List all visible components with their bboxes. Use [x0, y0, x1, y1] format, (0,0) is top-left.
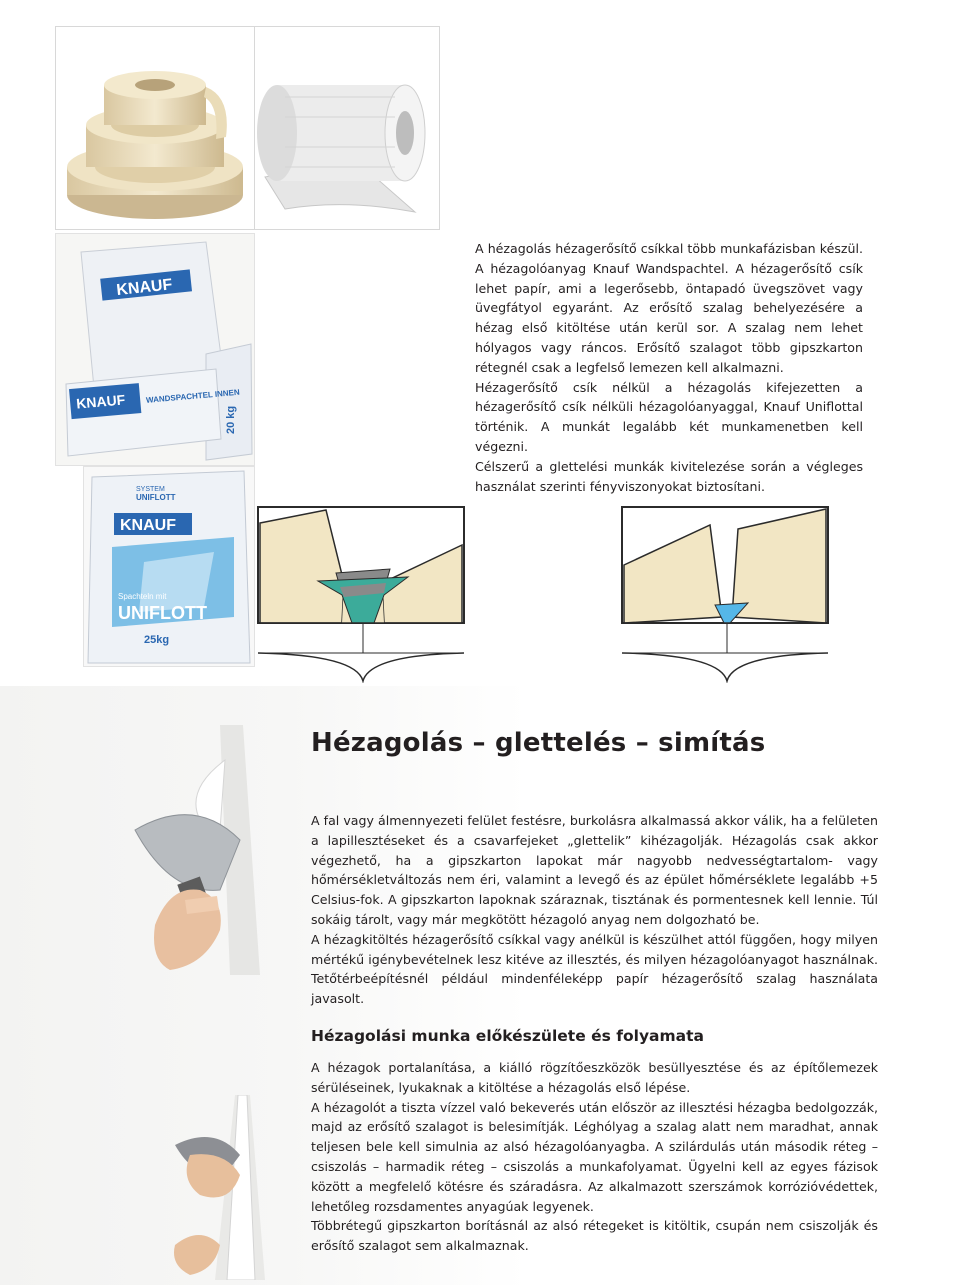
section1-paragraph-1: A fal vagy álmennyezeti felület festésre, burkolásra alkalmassá akkor válik, ha a felületen a lapillesztéseket és a csavarfejeket „glettelik” kihézagolják. Hézagolás csak akkor végezhető, ha a gipszkarton lapokat már nagyobb nedvességtartalom- vagy hőmérsékletváltozás nem éri, valamint a levegő és az épület hőmérséklete legalább +5 Celsius-fok. A gipszkarton lapoknak száraznak, tisztának és pormentesnek kell lennie. Túl sokáig tárolt, vagy már megkötött hézagoló anyag nem dolgozható be. [311, 813, 878, 927]
uniflott-small-label: UNIFLOTT [136, 493, 176, 502]
uniflott-bag-photo [83, 466, 255, 667]
fiberglass-tape-photo [254, 26, 440, 230]
uniflott-weight-label: 25kg [144, 634, 170, 646]
intro-paragraph-1: A hézagolás hézagerősítő csíkkal több munkafázisban készül. A hézagolóanyag Knauf Wandspachtel. A hézagerősítő csík lehet papír, ami a legerősebb, öntapadó üvegszövet vagy üvegfátyol egyaránt. Az erősítő szalag behelyezésére a hézag első kitöltése után kerül sor. A szalag nem lehet hólyagos vagy ráncos. Erősítő szalagot több gipszkarton rétegnél csak a legfelső lemezen kell alkalmazni. [475, 241, 863, 375]
paper-tape-rolls-image [56, 27, 254, 229]
uniflott-product-label: UNIFLOTT [118, 603, 207, 623]
bag-brand-label: KNAUF [115, 276, 174, 300]
bag-weight-label: 20 kg [225, 405, 237, 434]
wandspachtel-bag-photo [55, 233, 255, 466]
bag-front-brand-label: KNAUF [75, 391, 126, 412]
section2-paragraph-2: A hézagolót a tiszta vízzel való bekeverés után először az illesztési hézagba bedolgozzák, majd az erősítő szalagot is belesimítják. Léghólyag a szalag alatt nem maradhat, annak teljesen bele kell simulnia az alsó hézagolóanyagba. A szilárdulás után második réteg – csiszolás – harmadik réteg – csiszolás a munkafolyamat. Ügyelni kell az egyes fázisok között a megfelelő kötésre és száradásra. Az alkalmazott szerszámok korrózióvédettek, lehetőleg rozsdamentes anyagúak legyenek. [311, 1099, 878, 1214]
intro-paragraph-3: Célszerű a glettelési munkák kivitelezése során a végleges használat szerinti fényviszonyokat biztosítani. [475, 458, 863, 494]
section1-paragraph-2: A hézagkitöltés hézagerősítő csíkkal vagy anélkül is készülhet attól függően, hogy milyen mértékű igénybevételnek lesz kitéve az illesztés, és milyen hézagolóanyagot használnak. Tetőtérbeépítésnél például mindenféleképp papír hézagerősítő szalag használata javasolt. [311, 931, 878, 1007]
paper-tape-photo [55, 26, 255, 230]
section-title-jointing: Hézagolás – glettelés – simítás [311, 728, 766, 758]
fiberglass-tape-roll-image [255, 27, 439, 229]
section2-paragraph-3: Többrétegű gipszkarton borításnál az alsó rétegeket is kitöltik, csupán nem csiszolják és erősítő szalagot sem alkalmaznak. [311, 1218, 878, 1254]
corner-tape-photo [155, 1095, 285, 1280]
intro-paragraph-2: Hézagerősítő csík nélkül a hézagolás kifejezetten a hézagerősítő csík nélküli hézagolóanyaggal, Knauf Uniflottal történik. A munkát legalább két munkamenetben kell végezni. [475, 379, 863, 454]
knauf-wandspachtel-bags-image [56, 234, 254, 465]
uniflott-system-label: SYSTEM [136, 486, 165, 493]
section2-text-block [311, 1058, 878, 1256]
section2-paragraph-1: A hézagok portalanítása, a kiálló rögzítőeszközök besüllyesztése és az építőlemezek sérüléseinek, lyukaknak a kitöltése a hézagolás első lépése. [311, 1060, 878, 1095]
joint-diagram-with-tape [256, 505, 466, 683]
joint-diagram-uniflott [620, 505, 830, 683]
uniflott-brand-label: KNAUF [120, 517, 176, 534]
hand-with-spatula-image [125, 720, 285, 975]
uniflott-line-label: Spachteln mit [118, 592, 167, 601]
intro-text-block [475, 239, 863, 496]
section-title-process: Hézagolási munka előkészülete és folyamata [311, 1027, 704, 1045]
knauf-uniflott-bag-image [84, 467, 254, 666]
section1-text-block [311, 811, 878, 1009]
hand-taping-corner-image [155, 1095, 285, 1280]
spatula-hand-photo [125, 720, 285, 975]
bag-product-label: WANDSPACHTEL INNEN [145, 387, 241, 405]
